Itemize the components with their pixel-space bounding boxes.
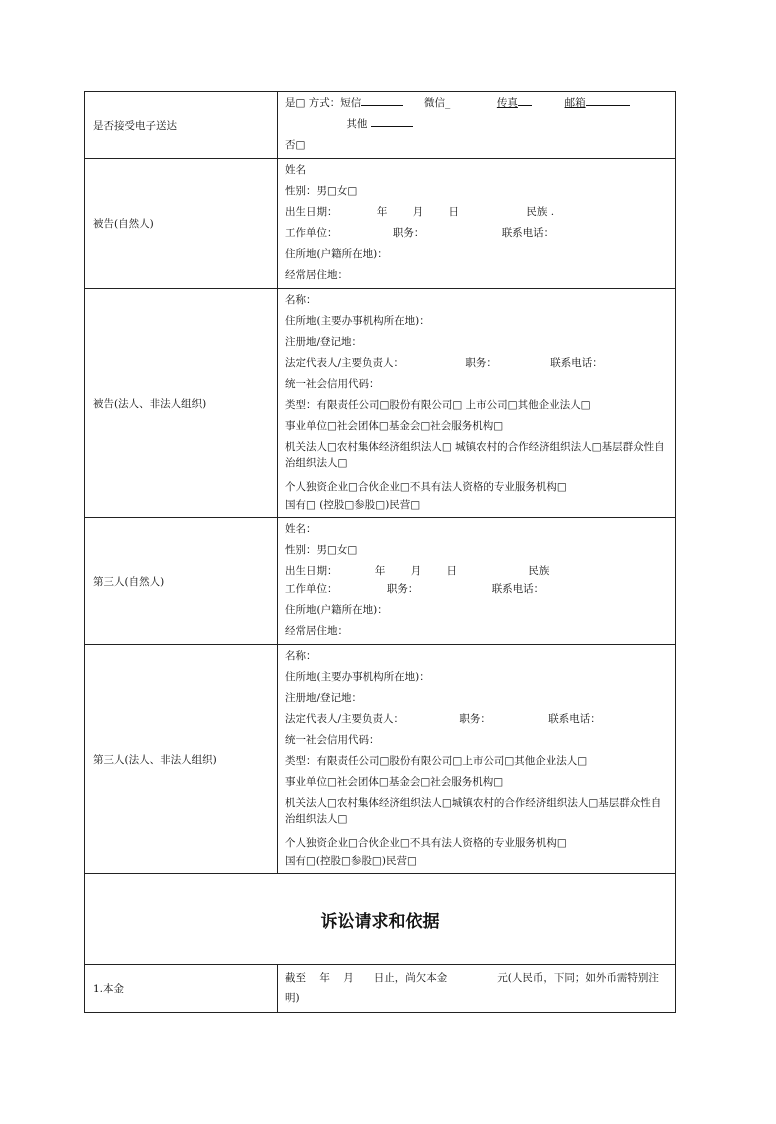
third-person-content	[278, 518, 676, 645]
credit-code-field: 统一社会信用代码：	[285, 378, 380, 390]
name-field: 姓名：	[285, 523, 317, 535]
phone-label: 联系电话：	[548, 713, 601, 725]
residence-field: 经常居住地：	[285, 269, 348, 281]
work-unit-label: 工作单位：	[285, 227, 338, 239]
fax-blank[interactable]	[518, 94, 532, 106]
org-address-field: 住所地(主要办事机构所在地)：	[285, 315, 430, 327]
legal-rep-label: 法定代表人/主要负责人：	[285, 713, 405, 725]
credit-code-field: 统一社会信用代码：	[285, 734, 380, 746]
work-line	[285, 223, 669, 244]
birth-date-label: 出生日期：	[285, 565, 338, 577]
defendant-person-label: 被告(自然人)	[85, 159, 278, 289]
phone-label: 联系电话：	[550, 357, 603, 369]
principal-content	[278, 965, 676, 1013]
org-type-options[interactable]: 类型：有限责任公司□股份有限公司□ 上市公司□其他企业法人□	[285, 399, 591, 411]
third-person-row	[85, 518, 676, 645]
birth-date-line	[285, 561, 669, 579]
yes-sms-text: 是□ 方式：短信	[285, 97, 362, 109]
electronic-service-methods	[285, 93, 669, 114]
name-field: 姓名	[285, 164, 306, 176]
complaint-form-table	[84, 91, 676, 1013]
no-option[interactable]: 否□	[285, 139, 306, 151]
org-type-options[interactable]: 类型：有限责任公司□股份有限公司□上市公司□其他企业法人□	[285, 755, 588, 767]
org-type-options-4[interactable]: 个人独资企业□合伙企业□不具有法人资格的专业服务机构□	[285, 481, 567, 493]
third-org-row	[85, 645, 676, 874]
month-label: 月	[412, 206, 424, 218]
phone-label: 联系电话：	[491, 583, 545, 595]
email-text: 邮箱	[564, 97, 586, 109]
other-method-line	[285, 114, 669, 135]
defendant-org-label: 被告(法人、非法人组织)	[85, 289, 278, 518]
ethnicity-label: 民族	[528, 565, 550, 577]
principal-row	[85, 965, 676, 1013]
gender-field[interactable]: 性别：男□女□	[285, 185, 358, 197]
month-label: 月	[410, 565, 422, 577]
principal-text: 截至 年 月 日止，尚欠本金 元(人民币，下同；如外币需特别注明)	[285, 972, 659, 1004]
ownership-options[interactable]: 国有□ (控股□参股□)民营□	[285, 499, 421, 511]
third-org-label: 第三人(法人、非法人组织)	[85, 645, 278, 874]
defendant-person-row	[85, 159, 676, 289]
ethnicity-label: 民族 .	[526, 206, 555, 218]
org-registration-field: 注册地/登记地：	[285, 692, 363, 704]
birth-date-line	[285, 202, 669, 223]
legal-rep-line	[285, 709, 669, 730]
third-org-content	[278, 645, 676, 874]
legal-rep-line	[285, 353, 669, 374]
section-heading-row	[85, 874, 676, 965]
year-label: 年	[374, 565, 386, 577]
org-registration-field: 注册地/登记地：	[285, 336, 363, 348]
electronic-service-label: 是否接受电子送达	[85, 92, 278, 159]
org-type-options-2[interactable]: 事业单位□社会团体□基金会□社会服务机构□	[285, 776, 504, 788]
work-unit-label: 工作单位：	[285, 583, 338, 595]
legal-rep-label: 法定代表人/主要负责人：	[285, 357, 405, 369]
electronic-service-content	[278, 92, 676, 159]
gender-field[interactable]: 性别：男□女□	[285, 544, 358, 556]
position-label: 职务：	[459, 713, 491, 725]
fax-text: 传真	[496, 97, 518, 109]
defendant-org-content	[278, 289, 676, 518]
defendant-org-row	[85, 289, 676, 518]
work-line	[285, 579, 669, 600]
residence-field: 经常居住地：	[285, 625, 348, 637]
day-label: 日	[448, 206, 460, 218]
defendant-person-content	[278, 159, 676, 289]
org-name-field: 名称：	[285, 294, 317, 306]
phone-label: 联系电话：	[501, 227, 555, 239]
org-type-options-3[interactable]: 机关法人□农村集体经济组织法人□城镇农村的合作经济组织法人□基层群众性自治组织法人□	[285, 797, 662, 825]
year-label: 年	[376, 206, 388, 218]
org-type-options-2[interactable]: 事业单位□社会团体□基金会□社会服务机构□	[285, 420, 504, 432]
section-title: 诉讼请求和依据	[85, 874, 676, 965]
other-text: 其他	[346, 118, 368, 130]
principal-label: 1.本金	[85, 965, 278, 1013]
domicile-field: 住所地(户籍所在地)：	[285, 604, 388, 616]
day-label: 日	[446, 565, 458, 577]
position-label: 职务：	[392, 227, 425, 239]
org-address-field: 住所地(主要办事机构所在地)：	[285, 671, 430, 683]
other-blank[interactable]	[371, 115, 413, 127]
org-type-options-4[interactable]: 个人独资企业□合伙企业□不具有法人资格的专业服务机构□	[285, 837, 567, 849]
position-label: 职务：	[386, 583, 419, 595]
third-person-label: 第三人(自然人)	[85, 518, 278, 645]
org-type-options-3[interactable]: 机关法人□农村集体经济组织法人□ 城镇农村的合作经济组织法人□基层群众性自治组织法人□	[285, 441, 665, 469]
email-blank[interactable]	[586, 94, 630, 106]
birth-date-label: 出生日期：	[285, 206, 338, 218]
position-label: 职务：	[465, 357, 497, 369]
wechat-text: 微信_	[423, 97, 451, 109]
domicile-field: 住所地(户籍所在地)：	[285, 248, 388, 260]
sms-blank[interactable]	[361, 94, 403, 106]
org-name-field: 名称：	[285, 650, 317, 662]
ownership-options[interactable]: 国有□(控股□参股□)民营□	[285, 855, 417, 867]
electronic-service-row	[85, 92, 676, 159]
